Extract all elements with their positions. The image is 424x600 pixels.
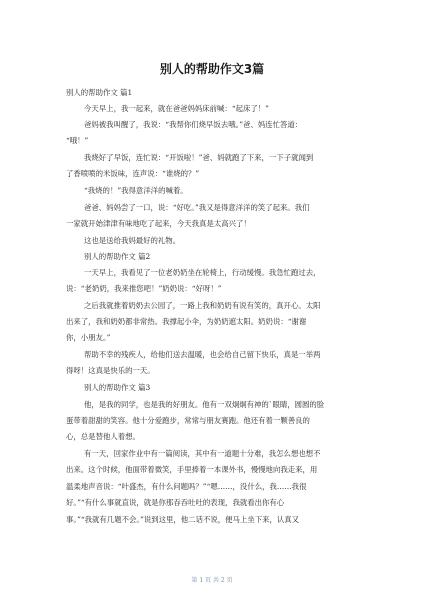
section-heading: 别人的帮助作文 篇2 xyxy=(84,252,151,261)
text-line: 我烧好了早饭，连忙说：“开饭啦！”爸、妈就跑了下来，一下子就闻到 xyxy=(84,153,314,162)
text-line: 爸爸、妈妈尝了一口，说：“好吃。”我又是得意洋洋的笑了起来。我们 xyxy=(84,203,310,212)
text-line: “哦！” xyxy=(66,136,89,145)
text-line: 一家就开始津津有味地吃了起来，今天我真是太高兴了！ xyxy=(66,219,251,228)
text-line: 这也是送给我妈最好的礼物。 xyxy=(84,236,181,245)
text-line: 有一天，回家作业中有一篇阅读，其中有一道题十分难，我怎么想也想不 xyxy=(84,449,321,458)
text-line: 帮助不幸的残疾人，给他们送去温暖，也会给自己留下快乐，真是一举两 xyxy=(84,350,321,359)
text-line: 事。”“我就有几题不会。”说到这里，他二话不说，便马上坐下来，认真又 xyxy=(66,515,300,524)
text-line: 温柔地声音说：“叶盛杰，有什么问题吗？”“嗯……，没什么，我……我很 xyxy=(66,482,307,491)
page-footer: 第 1 页 共 2 页 xyxy=(191,577,233,584)
text-line: 他，是我的同学，也是我的好朋友。他有一双炯炯有神的`眼睛，圆圆的脸 xyxy=(84,400,325,409)
text-line: 之后我就推着奶奶去公园了，一路上我和奶奶有说有笑的，真开心。太阳 xyxy=(84,301,321,310)
text-line: 今天早上，我一起来，就在爸爸妈妈床前喊：“起床了！” xyxy=(84,104,269,113)
text-line: “我烧的！”我得意洋洋的喊着。 xyxy=(84,186,188,195)
text-line: 一天早上，我看见了一位老奶奶坐在轮椅上，行动缓慢。我急忙跑过去， xyxy=(84,268,321,277)
document-title: 别人的帮助作文3篇 xyxy=(159,62,265,76)
text-line: 说：“老奶奶，我来推您吧！”奶奶说：“好呀！” xyxy=(66,284,222,293)
text-line: 得呀！这真是快乐的一天。 xyxy=(66,366,155,375)
section-heading: 别人的帮助作文 篇3 xyxy=(84,383,151,392)
text-line: 出来了，我和奶奶都非常热。我撑起小伞，为奶奶遮太阳。奶奶说：“谢谢 xyxy=(66,317,307,326)
text-line: 好。”“有什么事就直说，就是你那吞吞吐吐的表现，我就看出你有心 xyxy=(66,498,285,507)
section-heading: 别人的帮助作文 篇1 xyxy=(66,88,133,97)
text-line: 蛋带着甜甜的笑容。他十分爱跑步，常常与朋友赛跑。他还有着一颗善良的 xyxy=(66,416,310,425)
text-line: 心，总是替他人着想。 xyxy=(66,432,140,441)
text-line: 你，小朋友。” xyxy=(66,333,111,342)
text-line: 爸妈被我叫醒了，我说：“我帮你们烧早饭去哦。”爸、妈连忙答道： xyxy=(84,120,303,129)
text-line: 出来。这个时候，他面带着微笑，手里捧着一本课外书，慢慢地向我走来，用 xyxy=(66,465,318,474)
text-line: 了香喷喷的米饭味，连声说：“谁烧的？” xyxy=(66,169,200,178)
